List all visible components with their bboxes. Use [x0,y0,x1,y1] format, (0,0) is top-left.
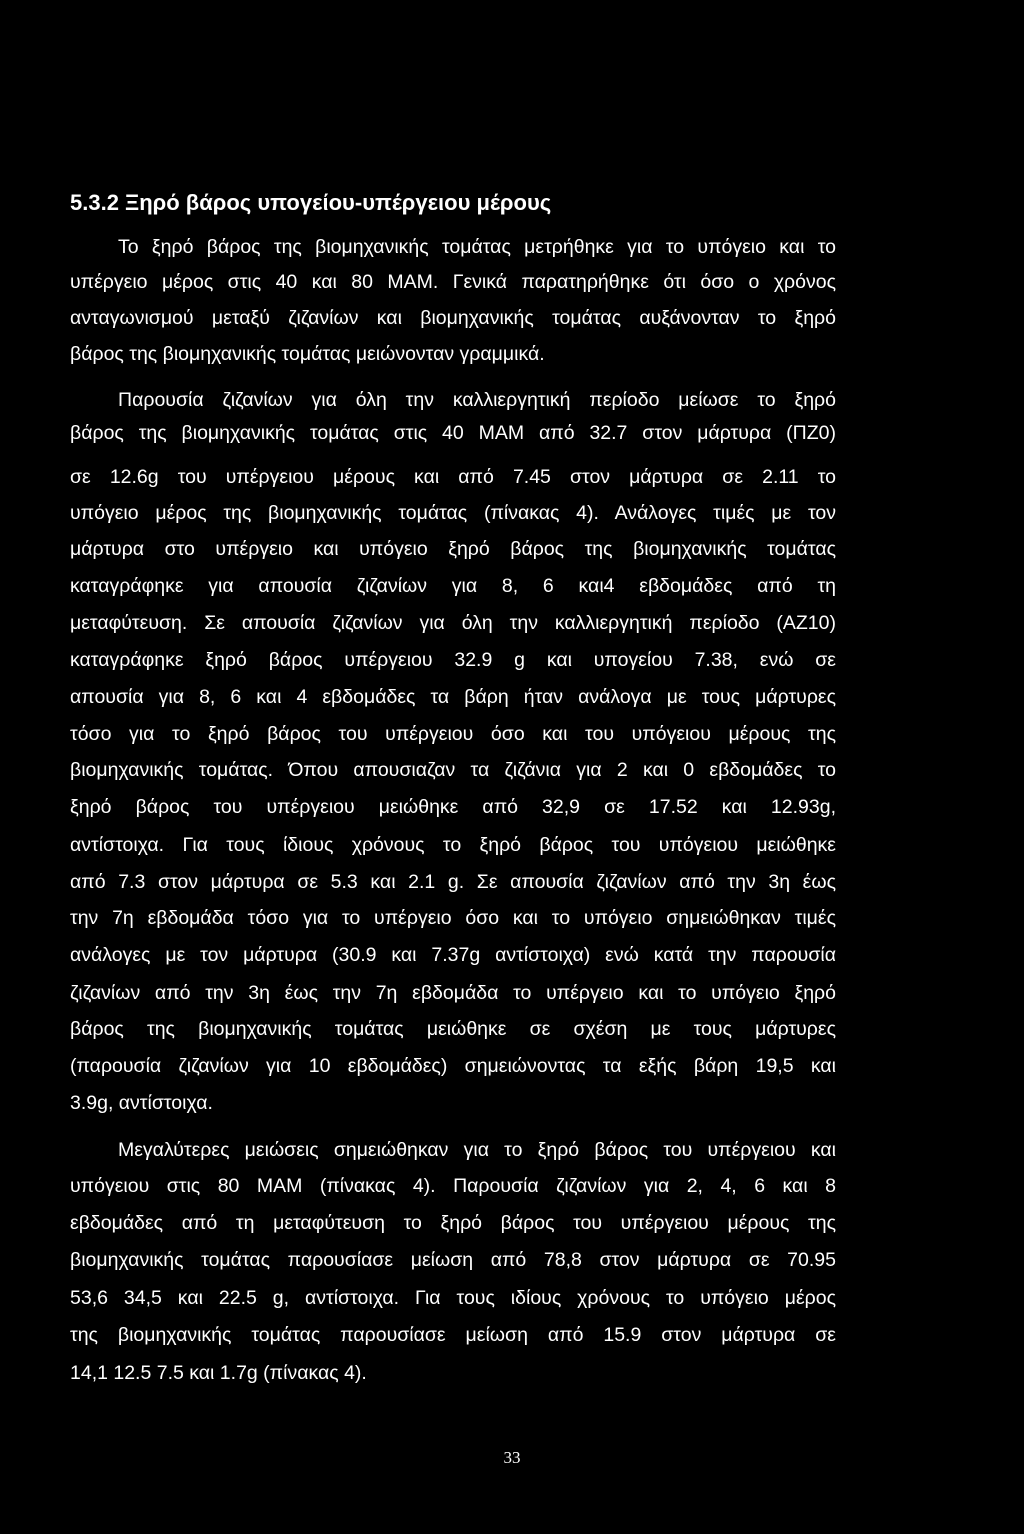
text-line: από 7.3 στον μάρτυρα σε 5.3 και 2.1 g. Σε απουσία ζιζανίων από την 3η έως [70,871,836,893]
text-line: βιομηχανικής τομάτας παρουσίασε μείωση από 78,8 στον μάρτυρα σε 70.95 [70,1249,836,1271]
text-line: καταγράφηκε για απουσία ζιζανίων για 8, 6 και4 εβδομάδες από τη [70,575,836,597]
text-line: Μεγαλύτερες μειώσεις σημειώθηκαν για το ξηρό βάρος του υπέργειου και [118,1139,836,1161]
text-line: ζιζανίων από την 3η έως την 7η εβδομάδα το υπέργειο και το υπόγειο ξηρό [70,982,836,1004]
text-line: βιομηχανικής τομάτας. Όπου απουσιαζαν τα ζιζάνια για 2 και 0 εβδομάδες το [70,759,836,781]
text-line: απουσία για 8, 6 και 4 εβδομάδες τα βάρη ήταν ανάλογα με τους μάρτυρες [70,686,836,708]
text-line: βάρος της βιομηχανικής τομάτας μειώθηκε σε σχέση με τους μάρτυρες [70,1018,836,1040]
text-line: Το ξηρό βάρος της βιομηχανικής τομάτας μετρήθηκε για το υπόγειο και το [118,236,836,258]
text-line: την 7η εβδομάδα τόσο για το υπέργειο όσο και το υπόγειο σημειώθηκαν τιμές [70,907,836,929]
text-line: υπέργειο μέρος στις 40 και 80 ΜΑΜ. Γενικά παρατηρήθηκε ότι όσο ο χρόνος [70,271,836,293]
text-line: 3.9g, αντίστοιχα. [70,1092,213,1114]
text-line: μεταφύτευση. Σε απουσία ζιζανίων για όλη την καλλιεργητική περίοδο (ΑΖ10) [70,612,836,634]
text-line: της βιομηχανικής τομάτας παρουσίασε μείωση από 15.9 στον μάρτυρα σε [70,1324,836,1346]
text-line: τόσο για το ξηρό βάρος του υπέργειου όσο και του υπόγειου μέρους της [70,723,836,745]
text-line: ανάλογες με τον μάρτυρα (30.9 και 7.37g αντίστοιχα) ενώ κατά την παρουσία [70,944,836,966]
text-line: σε 12.6g του υπέργειου μέρους και από 7.45 στον μάρτυρα σε 2.11 το [70,466,836,488]
text-line: υπόγειου στις 80 ΜΑΜ (πίνακας 4). Παρουσία ζιζανίων για 2, 4, 6 και 8 [70,1175,836,1197]
text-line: 14,1 12.5 7.5 και 1.7g (πίνακας 4). [70,1362,367,1384]
page-number: 33 [503,1448,521,1467]
section-heading: 5.3.2 Ξηρό βάρος υπογείου-υπέργειου μέρους [70,190,552,215]
text-line: μάρτυρα στο υπέργειο και υπόγειο ξηρό βάρος της βιομηχανικής τομάτας [70,538,836,560]
text-line: βάρος της βιομηχανικής τομάτας μειώνονταν γραμμικά. [70,343,545,365]
text-line: υπόγειο μέρος της βιομηχανικής τομάτας (πίνακας 4). Ανάλογες τιμές με τον [70,502,836,524]
text-line: ξηρό βάρος του υπέργειου μειώθηκε από 32,9 σε 17.52 και 12.93g, [70,796,836,818]
text-line: ανταγωνισμού μεταξύ ζιζανίων και βιομηχανικής τομάτας αυξάνονταν το ξηρό [70,307,836,329]
text-line: καταγράφηκε ξηρό βάρος υπέργειου 32.9 g και υπογείου 7.38, ενώ σε [70,649,836,671]
text-line: (παρουσία ζιζανίων για 10 εβδομάδες) σημειώνοντας τα εξής βάρη 19,5 και [70,1055,836,1077]
text-line: βάρος της βιομηχανικής τομάτας στις 40 ΜΑΜ από 32.7 στον μάρτυρα (ΠΖ0) [70,422,836,444]
text-line: 53,6 34,5 και 22.5 g, αντίστοιχα. Για τους ιδίους χρόνους το υπόγειο μέρος [70,1287,836,1309]
text-line: Παρουσία ζιζανίων για όλη την καλλιεργητική περίοδο μείωσε το ξηρό [118,389,836,411]
text-line: εβδομάδες από τη μεταφύτευση το ξηρό βάρος του υπέργειου μέρους της [70,1212,836,1234]
text-line: αντίστοιχα. Για τους ίδιους χρόνους το ξηρό βάρος του υπόγειου μειώθηκε [70,834,836,856]
